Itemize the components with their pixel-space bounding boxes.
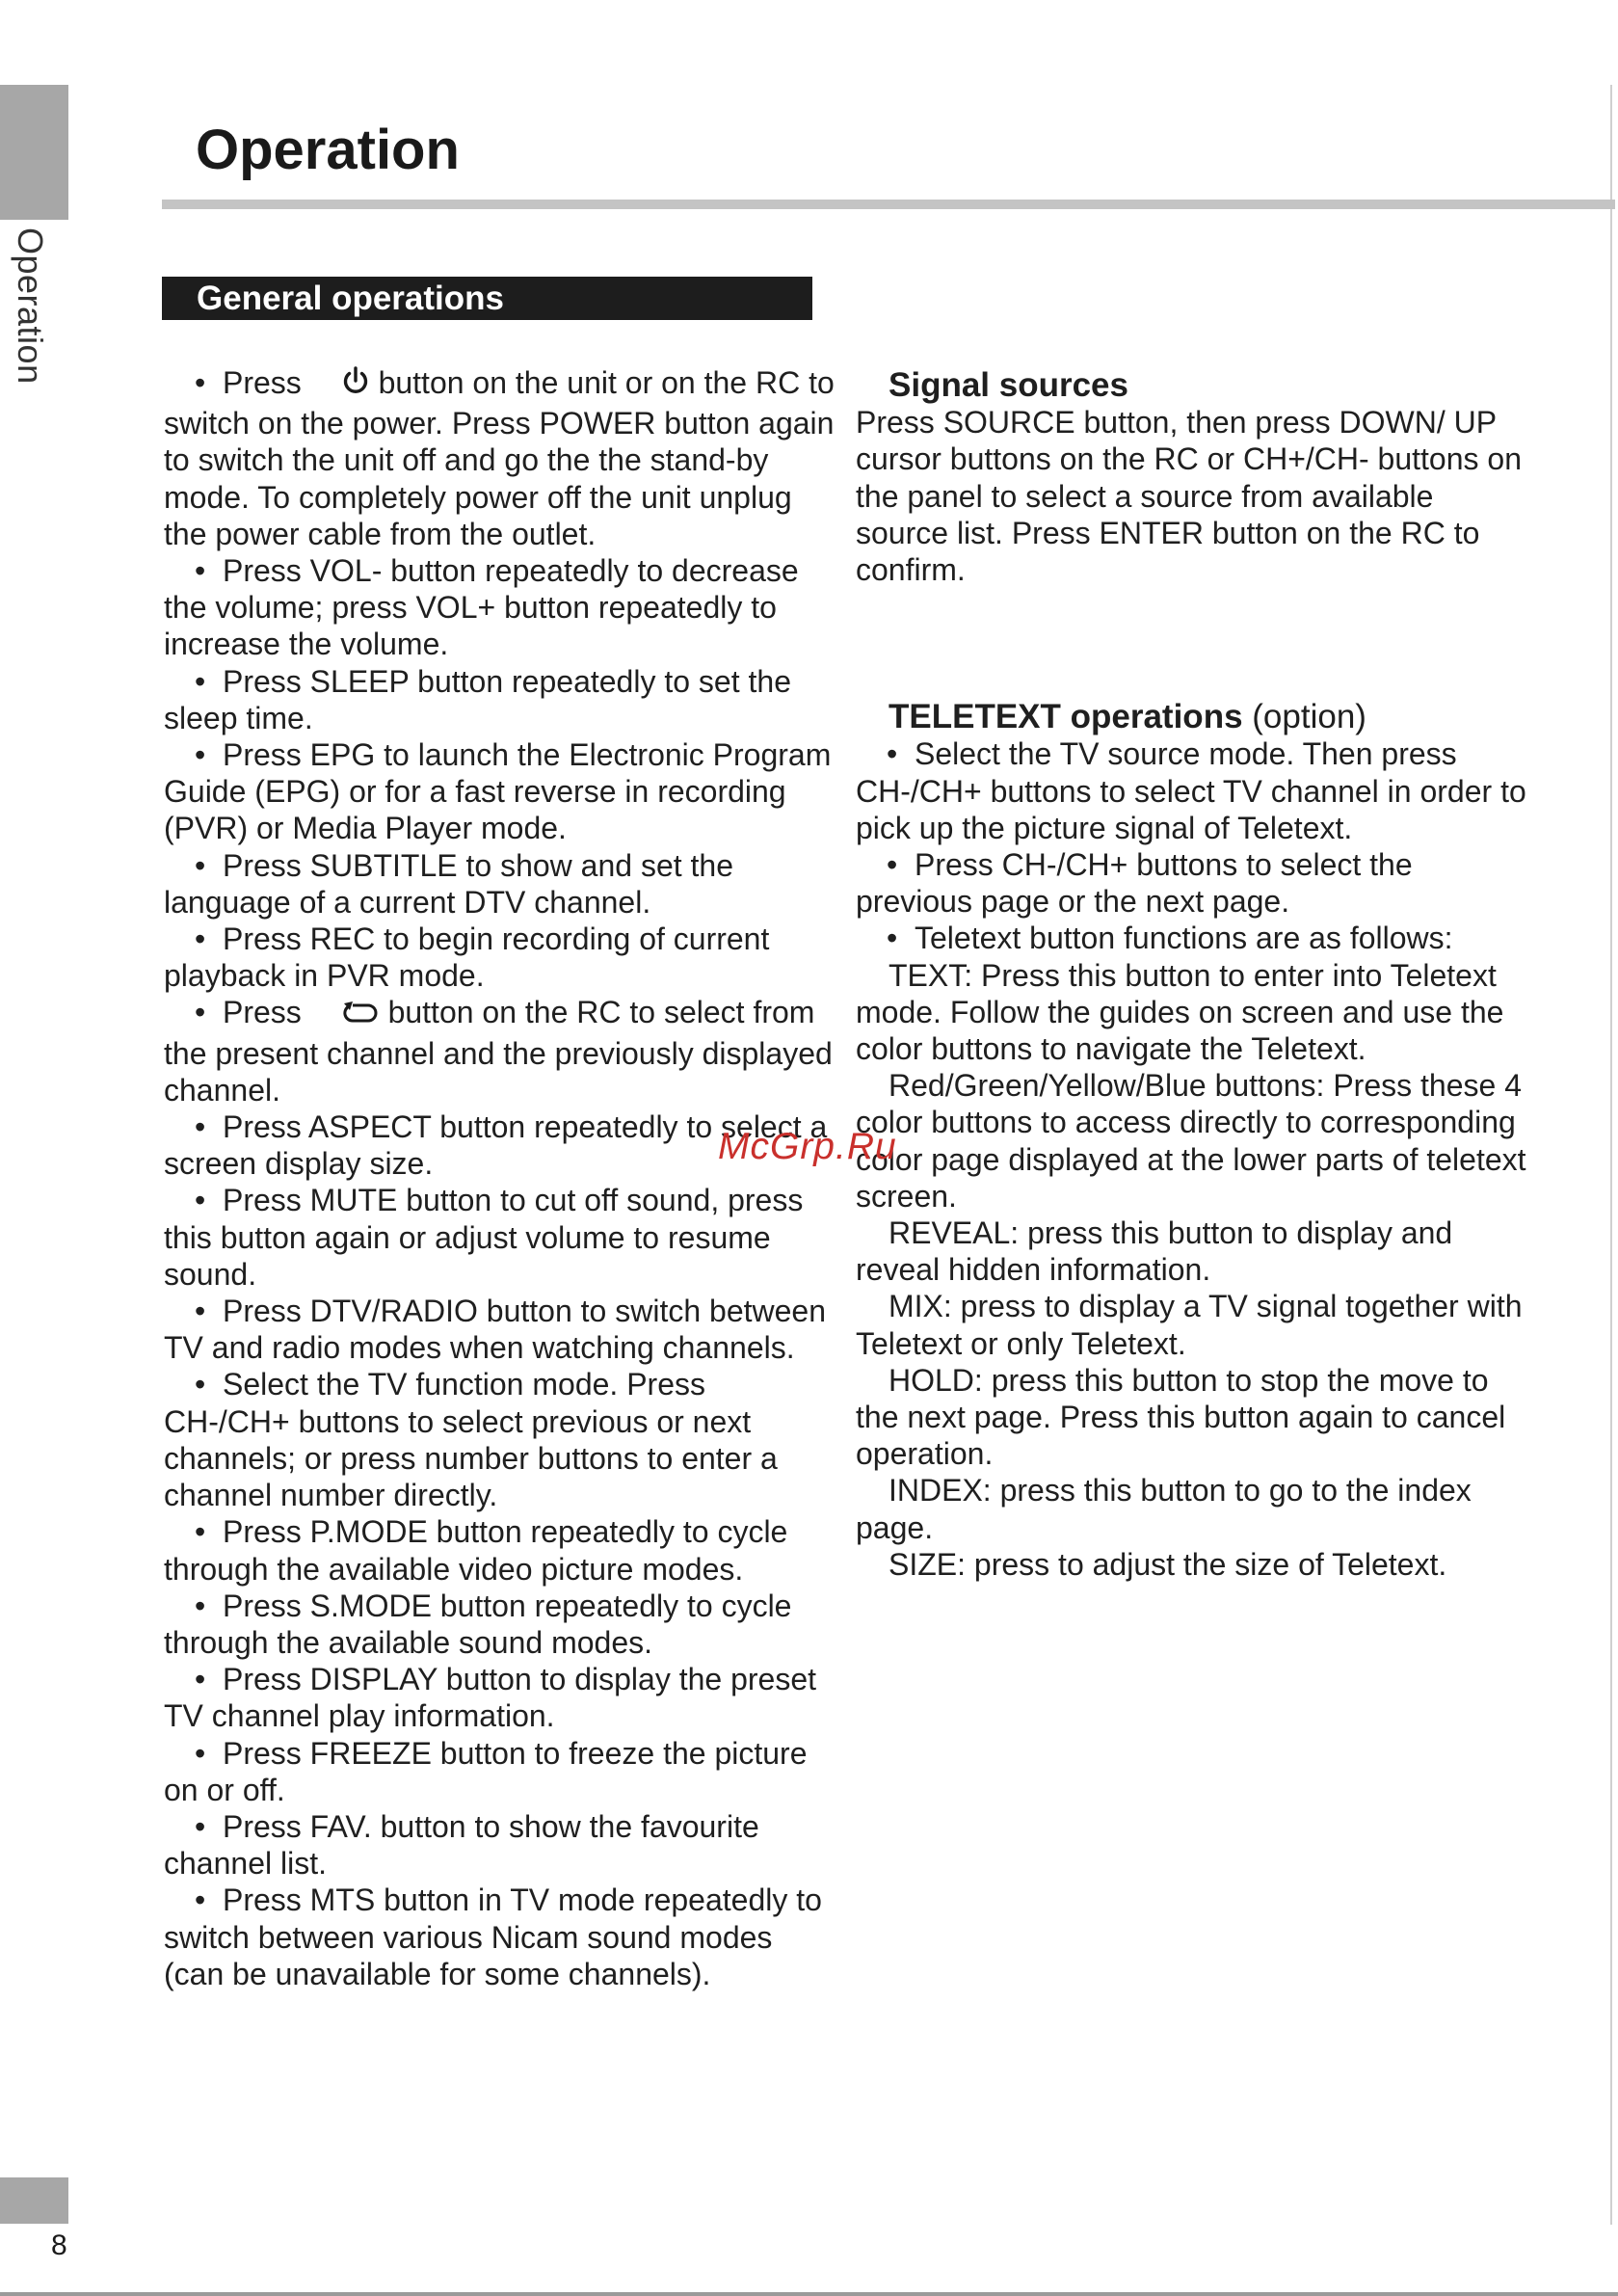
general-paragraph: • Press P.MODE button repeatedly to cycle through the available video picture modes. (164, 1514, 788, 1587)
side-tab (0, 85, 68, 220)
general-operations-column (164, 364, 838, 1992)
bottom-line (0, 2292, 1618, 2296)
teletext-paragraph: • Select the TV source mode. Then press CH-/CH+ buttons to select TV channel in order to pick up the picture signal of Teletext. (856, 736, 1526, 845)
general-paragraph: • Press button on the unit or on the RC to switch on the power. Press POWER button again to switch the unit off and go the the stand-by mode. To completely power off the unit unplug the power cable from the outlet. (164, 365, 835, 551)
teletext-paragraph: SIZE: press to adjust the size of Teletext. (889, 1546, 1447, 1582)
title-rule (162, 200, 1615, 209)
general-paragraph: • Press button on the RC to select from the present channel and the previously displayed channel. (164, 995, 833, 1108)
general-paragraph: • Press FREEZE button to freeze the picture on or off. (164, 1735, 808, 1807)
general-paragraph: • Press MUTE button to cut off sound, press this button again or adjust volume to resume sound. (164, 1183, 804, 1292)
recall-icon (310, 998, 380, 1034)
general-paragraph: • Press REC to begin recording of current playback in PVR mode. (164, 921, 770, 994)
teletext-heading: TELETEXT operations (option) (889, 698, 1366, 736)
teletext-paragraph: • Press CH-/CH+ buttons to select the previous page or the next page. (856, 847, 1413, 920)
right-margin-line (1610, 85, 1612, 2225)
teletext-paragraph: MIX: press to display a TV signal together with Teletext or only Teletext. (856, 1289, 1523, 1361)
general-paragraph: • Press MTS button in TV mode repeatedly to switch between various Nicam sound modes (can be unavailable for some channels). (164, 1882, 822, 1991)
teletext-paragraph: REVEAL: press this button to display and reveal hidden information. (856, 1215, 1453, 1288)
spacer (856, 588, 1530, 699)
bottom-tab (0, 2177, 68, 2224)
general-paragraph: • Press DISPLAY button to display the preset TV channel play information. (164, 1662, 817, 1734)
page-number: 8 (51, 2229, 67, 2261)
right-column (856, 367, 1530, 1583)
signal-sources-text: Press SOURCE button, then press DOWN/ UP cursor buttons on the RC or CH+/CH- buttons on the panel to select a source from available source list. Press ENTER button on the RC to confirm. (856, 405, 1522, 588)
general-paragraph: • Press ASPECT button repeatedly to select a screen display size. (164, 1109, 828, 1182)
general-paragraph: • Press SLEEP button repeatedly to set the sleep time. (164, 663, 791, 735)
general-paragraph: • Press VOL- button repeatedly to decrease the volume; press VOL+ button repeatedly to increase the volume. (164, 553, 799, 662)
power-icon (310, 366, 370, 405)
general-paragraph: • Press S.MODE button repeatedly to cycle through the available sound modes. (164, 1588, 792, 1660)
teletext-paragraph: Red/Green/Yellow/Blue buttons: Press these 4 color buttons to access directly to corresponding color page displayed at the lower parts of teletext screen. (856, 1068, 1526, 1214)
signal-sources-heading: Signal sources (889, 366, 1128, 404)
teletext-paragraph: INDEX: press this button to go to the index page. (856, 1473, 1472, 1545)
side-section-label: Operation (11, 227, 50, 385)
general-paragraph: • Press SUBTITLE to show and set the language of a current DTV channel. (164, 847, 733, 920)
general-paragraph: • Press FAV. button to show the favourite channel list. (164, 1808, 759, 1882)
general-paragraph: • Press DTV/RADIO button to switch between TV and radio modes when watching channels. (164, 1294, 827, 1366)
watermark: McGrp.Ru (718, 1126, 897, 1167)
teletext-paragraph: • Teletext button functions are as follows: (887, 921, 1453, 956)
page-title: Operation (196, 119, 460, 181)
teletext-heading-option: (option) (1252, 698, 1366, 736)
teletext-paragraph: TEXT: Press this button to enter into Teletext mode. Follow the guides on screen and use the color buttons to navigate the Teletext. (856, 957, 1504, 1067)
general-paragraph: • Press EPG to launch the Electronic Program Guide (EPG) or for a fast reverse in recording (PVR) or Media Player mode. (164, 737, 832, 846)
general-paragraph: • Select the TV function mode. Press CH-/CH+ buttons to select previous or next channels; or press number buttons to enter a channel number directly. (164, 1367, 778, 1513)
general-operations-heading: General operations (162, 277, 812, 320)
teletext-paragraph: HOLD: press this button to stop the move to the next page. Press this button again to cancel operation. (856, 1362, 1506, 1472)
